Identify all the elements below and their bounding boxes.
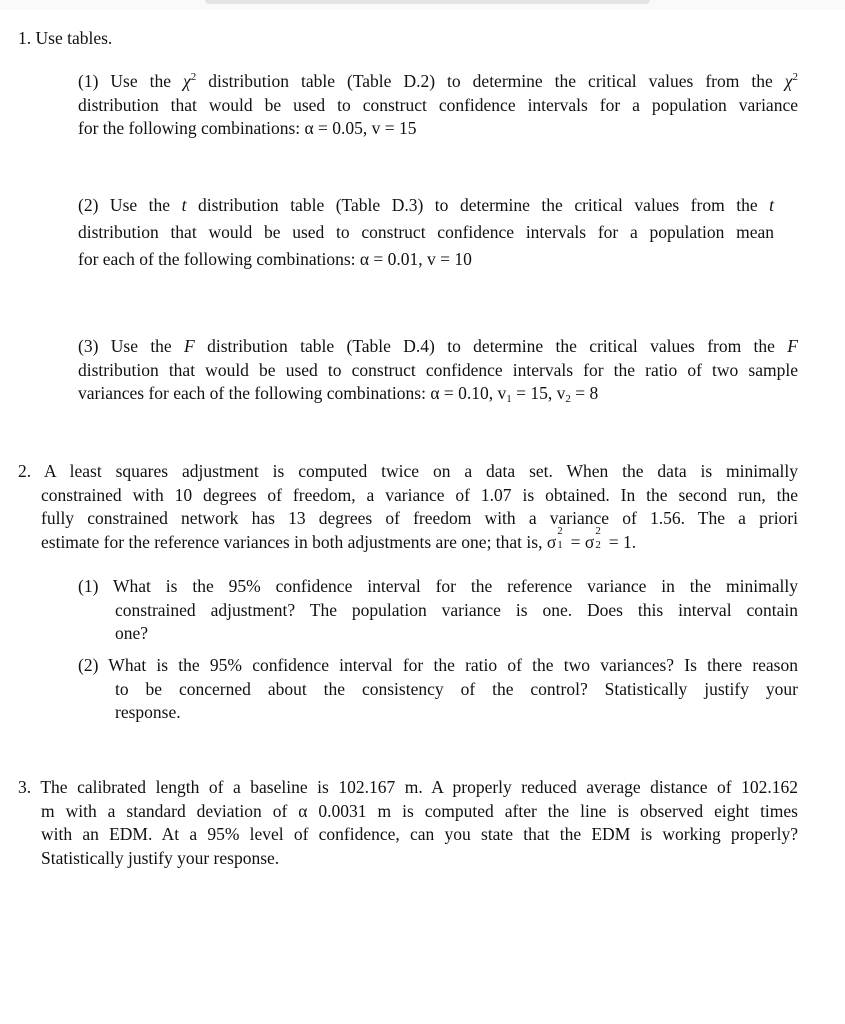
q1-part2-line1: (2) Use the t distribution table (Table D.3) to determine the critical values from the t: [78, 195, 774, 215]
q3-line1: 3. The calibrated length of a baseline is 102.167 m. A properly reduced average distance of 102.162: [18, 777, 798, 797]
q1-part3-line2: distribution that would be used to construct confidence intervals for the ratio of two sample: [78, 359, 798, 380]
q1-part3: [78, 335, 798, 406]
q2-line3: fully constrained network has 13 degrees of freedom with a variance of 1.56. The a priori: [41, 508, 798, 528]
q2-part1-line2: constrained adjustment? The population variance is one. Does this interval contain: [115, 599, 798, 620]
q1-part3-line1: (3) Use the F distribution table (Table D.4) to determine the critical values from the F: [78, 336, 798, 356]
q1-part1-line3: for the following combinations: α = 0.05, v = 15: [78, 118, 417, 138]
q1-heading: 1. Use tables.: [18, 28, 113, 48]
q2-line1: 2. A least squares adjustment is computed twice on a data set. When the data is minimally: [18, 461, 798, 481]
q2-part2-line1: (2) What is the 95% confidence interval for the ratio of the two variances? Is there reason: [78, 655, 798, 675]
sigma2-indices: 2 2: [595, 524, 601, 551]
top-scroll-bar: [0, 0, 845, 10]
sigma1-indices: 2 1: [557, 524, 563, 551]
q1-part1-line2: distribution that would be used to construct confidence intervals for a population variance: [78, 94, 798, 115]
scroll-handle[interactable]: [205, 0, 650, 4]
q3-line3: with an EDM. At a 95% level of confidence, can you state that the EDM is working properly?: [41, 824, 798, 844]
q2-part2: [78, 654, 798, 725]
q1-part2-line2: distribution that would be used to construct confidence intervals for a population mean: [78, 222, 774, 242]
q2-part1-line3: one?: [115, 623, 149, 643]
q2-part2-line3: response.: [115, 702, 181, 722]
q1-part2: [78, 192, 774, 273]
q1-part3-line3: variances for each of the following combinations: α = 0.10, $v_1 = 15$, $v_2 = 8$: [78, 383, 599, 405]
q2-line2: constrained with 10 degrees of freedom, a variance of 1.07 is obtained. In the second run, the: [41, 484, 798, 505]
q1-part2-line3: for each of the following combinations: α = 0.01, v = 10: [78, 249, 472, 269]
q3-paragraph: [18, 776, 798, 870]
q2-paragraph: [18, 460, 798, 554]
q2-part2-line2: to be concerned about the consistency of the control? Statistically justify your: [115, 678, 798, 699]
q3-line4: Statistically justify your response.: [41, 847, 280, 868]
q2-part1-line1: (1) What is the 95% confidence interval for the reference variance in the minimally: [78, 576, 798, 596]
q2-line4: estimate for the reference variances in both adjustments are one; that is, σ 2 1 = σ 2 2 = 1.: [41, 524, 637, 552]
q1-part1: [78, 70, 798, 141]
q1-part1-line1: (1) Use the $\chi^2$ distribution table (Table D.2) to determine the critical values from the $\chi^2$: [78, 71, 798, 91]
q3-line2: m with a standard deviation of α 0.0031 m is computed after the line is observed eight times: [41, 800, 798, 821]
q2-part1: [78, 575, 798, 646]
